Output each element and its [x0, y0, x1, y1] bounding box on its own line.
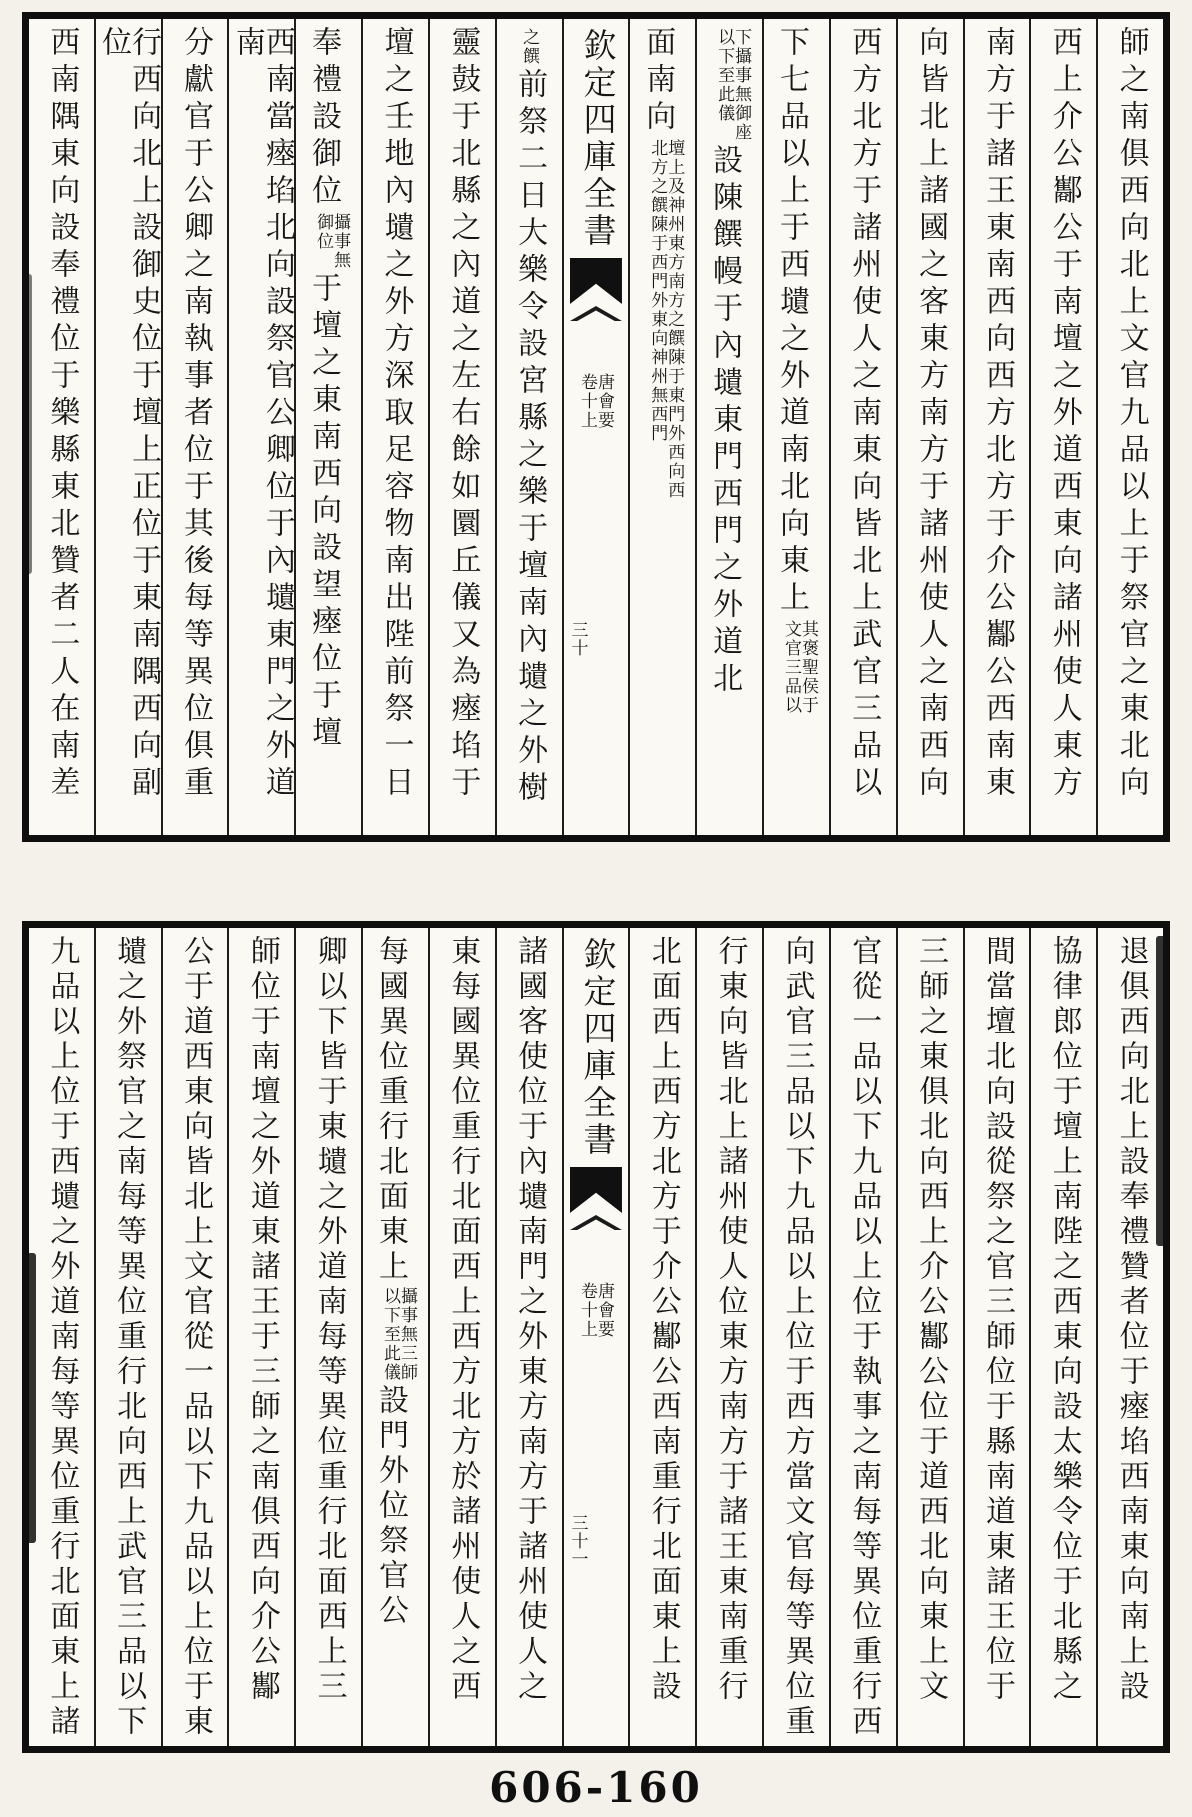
text-column: 師位于南壇之外道東諸王于三師之南俱西向介公酅	[227, 928, 294, 1746]
text-column: 靈鼓于北縣之內道之左右餘如圜丘儀又為瘞埳于	[428, 19, 495, 835]
interlinear-note: 攝事無三師 以下至此儀	[380, 1287, 417, 1382]
text-column: 下七品以上于西壝之外道南北向東上 其褒聖侯于 文官三品以	[762, 19, 829, 835]
text-column: 北面西上西方北方于介公酅公西南重行北面東上設	[628, 928, 695, 1746]
text-column: 退俱西向北上設奉禮贊者位于瘞埳西南東向南上設	[1096, 928, 1163, 1746]
interlinear-note: 攝事無 御位	[314, 213, 351, 270]
scan-smudge	[27, 1253, 36, 1543]
text-column: 分獻官于公卿之南執事者位于其後每等異位俱重	[161, 19, 228, 835]
center-title-column	[562, 928, 629, 1746]
page-frame-recto	[22, 12, 1170, 842]
text-column: 師之南俱西向北上文官九品以上于祭官之東北向	[1096, 19, 1163, 835]
text-column: 行東向皆北上諸州使人位東方南方于諸王東南重行	[695, 928, 762, 1746]
chapter-label: 卷十上	[577, 1282, 597, 1339]
siku-book-title: 欽定四庫全書	[578, 28, 615, 250]
fishtail-mark-icon	[570, 1167, 622, 1213]
text-column: 壝之外祭官之南每等異位重行北向西上武官三品以下	[94, 928, 161, 1746]
text-column: 三師之東俱北向西上介公酅公位于道西北向東上文	[896, 928, 963, 1746]
volume-label	[579, 1282, 613, 1339]
chapter-label: 卷十上	[577, 373, 597, 430]
text-column: 東每國異位重行北面西上西方北方於諸州使人之西	[428, 928, 495, 1746]
scan-smudge	[26, 274, 32, 574]
text-column: 西南隅東向設奉禮位于樂縣東北贊者二人在南差	[45, 26, 79, 803]
page-frame-verso	[22, 921, 1170, 1753]
fishtail-mark-icon	[570, 258, 622, 304]
siku-book-title: 欽定四庫全書	[578, 937, 615, 1159]
work-title: 唐會要	[594, 1282, 614, 1339]
interlinear-note: 之饌	[520, 28, 540, 66]
text-column: 公于道西東向皆北上文官從一品以下九品以上位于東	[161, 928, 228, 1746]
text-column: 九品以上位于西壝之外道南每等異位重行北面東上諸	[45, 935, 79, 1740]
plate-number: 606-160	[489, 1763, 703, 1812]
work-title: 唐會要	[594, 373, 614, 430]
text-column: 南方于諸王東南西向西方北方于介公酅公西南東	[963, 19, 1030, 835]
text-column: 下攝事無御座 以下至此儀 設陳饌幔于內壝東門西門之外道北	[695, 19, 762, 835]
text-column: 西南當瘞埳北向設祭官公卿位于內壝東門之外道南	[227, 19, 294, 835]
interlinear-note: 壇上及神州東方南方之饌陳于東門外西向西 北方之饌陳于西門外東向神州無西門	[648, 139, 685, 500]
scan-smudge	[1156, 936, 1165, 1246]
folio-number: 三十一	[568, 1514, 588, 1568]
column-grid	[29, 928, 1163, 1746]
text-column: 間當壇北向設從祭之官三師位于縣南道東諸王位于	[963, 928, 1030, 1746]
text-column: 壇之壬地內壝之外方深取足容物南出陛前祭一日	[361, 19, 428, 835]
text-column: 行西向北上設御史位于壇上正位于東南隅西向副位	[94, 19, 161, 835]
text-column: 每國異位重行北面東上 攝事無三師 以下至此儀 設門外位祭官公	[361, 928, 428, 1746]
text-column: 協律郎位于壇上南陛之西東向設太樂令位于北縣之	[1029, 928, 1096, 1746]
text-column: 西方北方于諸州使人之南東向皆北上武官三品以	[829, 19, 896, 835]
text-column: 奉禮設御位 攝事無 御位 于壇之東南西向設望瘞位于壇	[294, 19, 361, 835]
interlinear-note: 下攝事無御座 以下至此儀	[715, 28, 752, 142]
text-column: 諸國客使位于內壝南門之外東方南方于諸州使人之	[495, 928, 562, 1746]
interlinear-note: 其褒聖侯于 文官三品以	[781, 620, 818, 715]
text-column: 官從一品以下九品以上位于執事之南每等異位重行西	[829, 928, 896, 1746]
fishtail-chevron-icon	[570, 306, 622, 321]
text-column: 面南向 壇上及神州東方南方之饌陳于東門外西向西 北方之饌陳于西門外東向神州無西門	[628, 19, 695, 835]
text-column: 之饌 前祭二日大樂令設宮縣之樂于壇南內壝之外樹	[495, 19, 562, 835]
text-column: 向皆北上諸國之客東方南方于諸州使人之南西向	[896, 19, 963, 835]
text-column: 向武官三品以下九品以上位于西方當文官每等異位重	[762, 928, 829, 1746]
center-title-column	[562, 19, 629, 835]
text-column: 西上介公酅公于南壇之外道西東向諸州使人東方	[1029, 19, 1096, 835]
column-grid	[29, 19, 1163, 835]
fishtail-chevron-icon	[570, 1215, 622, 1230]
volume-label	[579, 373, 613, 430]
text-column: 卿以下皆于東壝之外道南每等異位重行北面西上三	[294, 928, 361, 1746]
folio-number: 三十	[568, 621, 588, 657]
